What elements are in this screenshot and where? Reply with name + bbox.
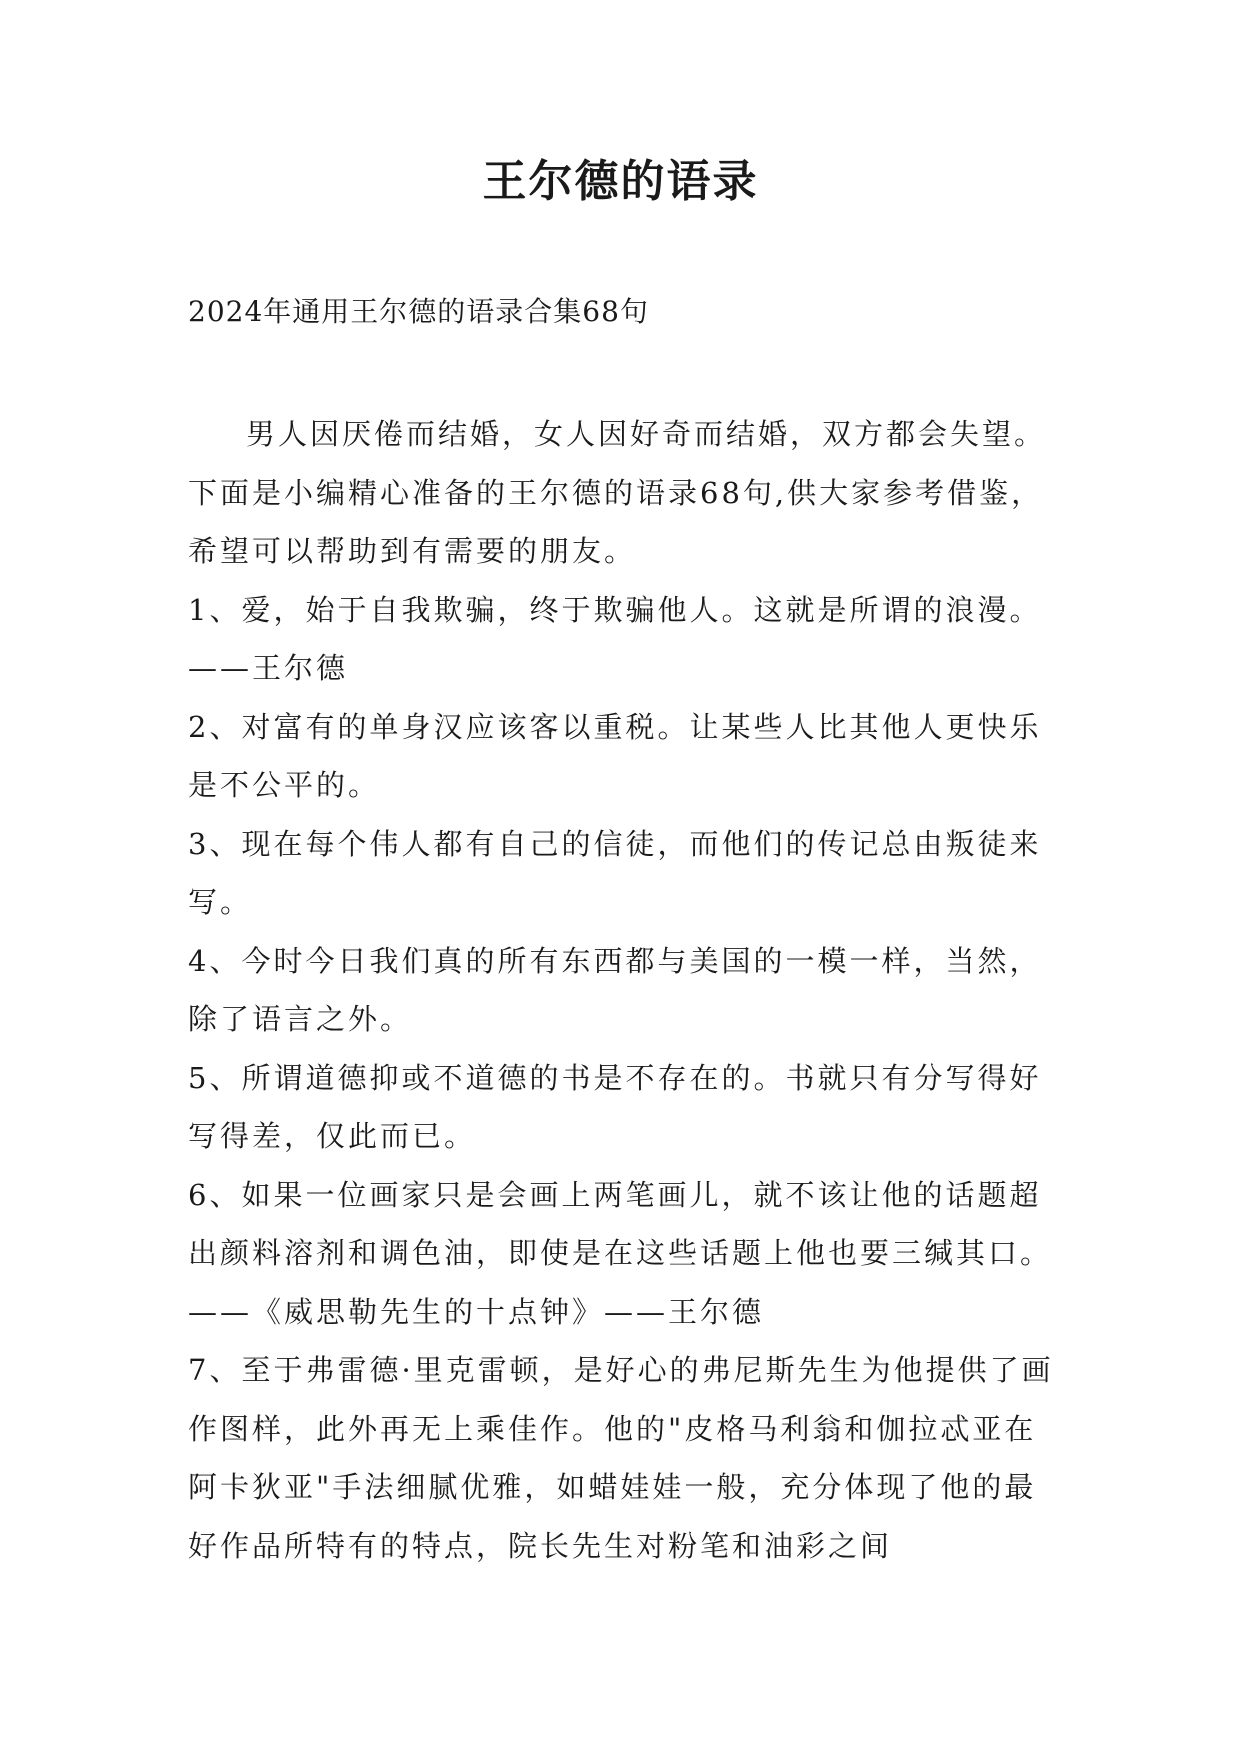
quote-item: 3、现在每个伟人都有自己的信徒，而他们的传记总由叛徒来写。 (188, 826, 1042, 919)
intro-paragraph: 男人因厌倦而结婚，女人因好奇而结婚，双方都会失望。下面是小编精心准备的王尔德的语录68句,供大家参考借鉴，希望可以帮助到有需要的朋友。 (188, 417, 1047, 568)
document-subtitle: 2024年通用王尔德的语录合集68句 (188, 295, 649, 328)
quote-item: 1、爱，始于自我欺骗，终于欺骗他人。这就是所谓的浪漫。——王尔德 (188, 592, 1042, 685)
quote-item: 5、所谓道德抑或不道德的书是不存在的。书就只有分写得好写得差，仅此而已。 (188, 1060, 1042, 1153)
quote-item: 7、至于弗雷德·里克雷顿，是好心的弗尼斯先生为他提供了画作图样，此外再无上乘佳作。他的"皮格马利翁和伽拉忒亚在阿卡狄亚"手法细腻优雅，如蜡娃娃一般，充分体现了他的最好作品所特有的特点，院长先生对粉笔和油彩之间 (188, 1353, 1054, 1563)
quote-item: 4、今时今日我们真的所有东西都与美国的一模一样，当然，除了语言之外。 (188, 943, 1042, 1036)
quote-item: 6、如果一位画家只是会画上两笔画儿，就不该让他的话题超出颜料溶剂和调色油，即使是在这些话题上他也要三缄其口。——《威思勒先生的十点钟》——王尔德 (188, 1177, 1053, 1329)
quote-item: 2、对富有的单身汉应该客以重税。让某些人比其他人更快乐是不公平的。 (188, 709, 1042, 802)
document-title: 王尔德的语录 (482, 156, 759, 207)
document-body (188, 405, 1068, 1575)
